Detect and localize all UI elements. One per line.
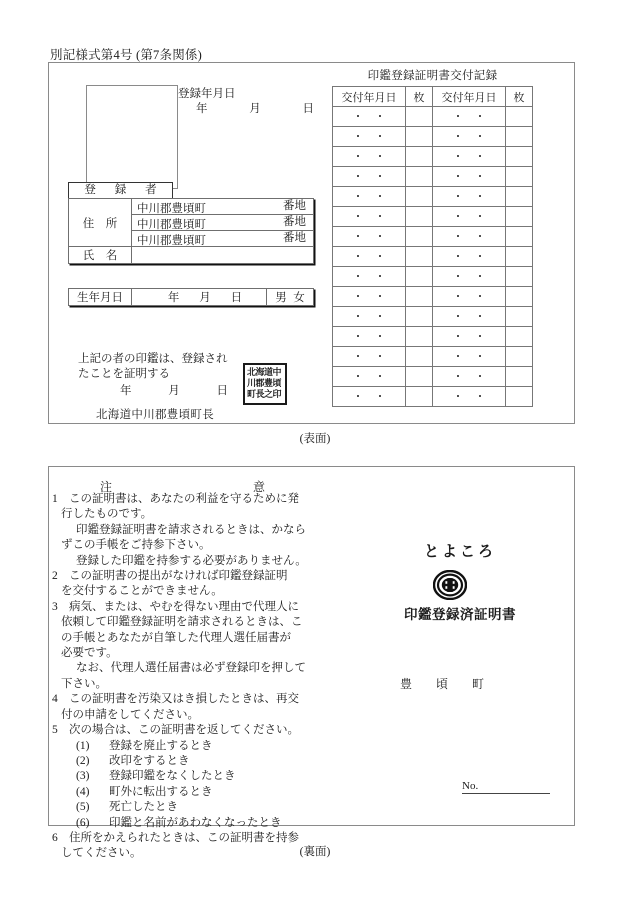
- registration-date-fields: [196, 100, 314, 116]
- notice-item: [52, 692, 327, 707]
- name-label-char-2: 名: [105, 250, 118, 262]
- date-month-label: 月: [249, 103, 261, 115]
- name-label-char-1: 氏: [82, 250, 95, 262]
- dob-value-cell[interactable]: [132, 289, 267, 306]
- notice-list: [52, 492, 327, 862]
- record-count-cell[interactable]: [406, 387, 433, 407]
- record-count-cell[interactable]: [406, 187, 433, 207]
- dob-year-label: 年: [167, 292, 180, 304]
- registrant-tab-char-2: 録: [114, 184, 127, 197]
- mayor-title: 北海道中川郡豊頃町長: [96, 409, 214, 421]
- record-count-cell[interactable]: [406, 347, 433, 367]
- record-date-cell[interactable]: [433, 327, 506, 347]
- table-row: [333, 227, 533, 247]
- notice-item-text: してください。: [61, 847, 142, 860]
- notice-item-text: を交付することができません。: [61, 585, 223, 598]
- date-separator-dots: ・ ・: [452, 230, 486, 243]
- town-name-char-2: 頃: [435, 677, 448, 691]
- address-label-cell: [69, 199, 132, 247]
- table-row: [69, 247, 314, 264]
- date-separator-dots: ・ ・: [452, 330, 486, 343]
- address-town-3: 中川郡豊頃町: [137, 235, 206, 247]
- certification-date-fields: [120, 382, 228, 398]
- date-separator-dots: ・ ・: [452, 210, 486, 223]
- notice-item-text: ずこの手帳をご持参下さい。: [61, 539, 211, 552]
- record-count-cell[interactable]: [506, 227, 533, 247]
- notice-sub-text: 登録を廃止するとき: [109, 739, 213, 752]
- record-count-cell[interactable]: [406, 327, 433, 347]
- notice-item: [52, 492, 327, 507]
- notice-item: [52, 600, 327, 615]
- town-name-char-1: 豊: [400, 677, 413, 691]
- notice-item-number: 6: [52, 831, 58, 844]
- record-date-cell[interactable]: [333, 127, 406, 147]
- record-header-count-1: 枚: [406, 87, 433, 107]
- notice-item-text: 付の申請をしてください。: [61, 708, 199, 721]
- notice-sub-number: (5): [76, 801, 90, 814]
- date-separator-dots: ・ ・: [452, 170, 486, 183]
- notice-item-number: 2: [52, 570, 58, 583]
- record-date-cell[interactable]: [433, 287, 506, 307]
- record-count-cell[interactable]: [406, 247, 433, 267]
- record-count-cell[interactable]: [406, 107, 433, 127]
- notice-sub-text: 町外に転出するとき: [109, 785, 213, 798]
- record-count-cell[interactable]: [506, 367, 533, 387]
- notice-item-text: 登録した印鑑を持参する必要がありません。: [76, 554, 307, 567]
- record-count-cell[interactable]: [406, 287, 433, 307]
- date-separator-dots: ・ ・: [352, 210, 386, 223]
- sex-male-label: 男: [275, 292, 287, 304]
- registrant-table: [68, 198, 314, 264]
- record-count-cell[interactable]: [406, 147, 433, 167]
- date-separator-dots: ・ ・: [452, 290, 486, 303]
- notice-item-text: 次の場合は、この証明書を返してください。: [69, 724, 299, 737]
- notice-item-text: 下さい。: [61, 677, 107, 690]
- toyokoro-town-emblem-icon: [433, 570, 467, 600]
- name-label-cell: [69, 247, 132, 264]
- record-date-cell[interactable]: [433, 307, 506, 327]
- table-row: [333, 187, 533, 207]
- photo-box: [86, 85, 178, 189]
- record-count-cell[interactable]: [406, 367, 433, 387]
- record-date-cell[interactable]: [433, 247, 506, 267]
- date-separator-dots: ・ ・: [352, 270, 386, 283]
- table-row: [333, 107, 533, 127]
- sex-female-label: 女: [293, 292, 305, 304]
- record-count-cell[interactable]: [506, 147, 533, 167]
- address-label-char-1: 住: [82, 217, 95, 230]
- table-row: [333, 127, 533, 147]
- address-town-1: 中川郡豊頃町: [137, 203, 206, 215]
- notice-item-text: 依頼して印鑑登録証明を請求されるときは、こ: [61, 616, 303, 629]
- cert-day-label: 日: [216, 385, 228, 397]
- record-date-cell[interactable]: [433, 227, 506, 247]
- registrant-tab: [68, 182, 173, 199]
- record-date-cell[interactable]: [333, 287, 406, 307]
- notice-item-text: 必要です。: [61, 647, 118, 660]
- record-date-cell[interactable]: [333, 147, 406, 167]
- date-separator-dots: ・ ・: [452, 370, 486, 383]
- record-date-cell[interactable]: [333, 387, 406, 407]
- date-separator-dots: ・ ・: [452, 390, 486, 403]
- date-separator-dots: ・ ・: [452, 150, 486, 163]
- record-date-cell[interactable]: [433, 347, 506, 367]
- notice-sub-item: [52, 739, 327, 754]
- date-separator-dots: ・ ・: [352, 390, 386, 403]
- table-row: [333, 327, 533, 347]
- record-count-cell[interactable]: [506, 287, 533, 307]
- address-town-2: 中川郡豊頃町: [137, 219, 206, 231]
- date-separator-dots: ・ ・: [452, 250, 486, 263]
- record-count-cell[interactable]: [406, 207, 433, 227]
- record-count-cell[interactable]: [506, 327, 533, 347]
- dob-table: [68, 288, 314, 306]
- record-date-cell[interactable]: [333, 107, 406, 127]
- notice-sub-item: [52, 785, 327, 800]
- date-separator-dots: ・ ・: [452, 110, 486, 123]
- notice-item-number: 3: [52, 600, 58, 613]
- date-separator-dots: ・ ・: [452, 350, 486, 363]
- notice-item-number: 1: [52, 493, 58, 505]
- record-count-cell[interactable]: [406, 307, 433, 327]
- date-separator-dots: ・ ・: [352, 170, 386, 183]
- cert-year-label: 年: [120, 385, 132, 397]
- seal-row-2: [246, 379, 284, 390]
- notice-item-text: 行したものです。: [61, 508, 153, 521]
- address-label-char-2: 所: [105, 217, 118, 230]
- address-banchi-1: 番地: [283, 200, 306, 212]
- record-count-cell[interactable]: [506, 107, 533, 127]
- registrant-tab-char-1: 登: [84, 184, 96, 197]
- date-separator-dots: ・ ・: [352, 110, 386, 123]
- record-count-cell[interactable]: [506, 347, 533, 367]
- certification-line-2: たことを証明する: [78, 368, 170, 380]
- record-count-cell[interactable]: [506, 247, 533, 267]
- record-header-date-1: 交付年月日: [333, 87, 406, 107]
- certificate-number-label: No.: [462, 780, 479, 792]
- notice-item-number: 5: [52, 724, 58, 737]
- notice-sub-number: (6): [76, 816, 90, 829]
- table-row: [333, 287, 533, 307]
- date-separator-dots: ・ ・: [352, 290, 386, 303]
- date-separator-dots: ・ ・: [352, 250, 386, 263]
- record-count-cell[interactable]: [506, 187, 533, 207]
- notice-item-text: の手帳とあなたが自筆した代理人選任届書が: [61, 631, 291, 644]
- sex-cell[interactable]: [267, 289, 314, 306]
- date-year-label: 年: [196, 103, 208, 115]
- record-date-cell[interactable]: [433, 367, 506, 387]
- table-row: [333, 267, 533, 287]
- table-row: [333, 167, 533, 187]
- record-header-count-2: 枚: [506, 87, 533, 107]
- name-value-cell[interactable]: [132, 247, 314, 264]
- date-day-label: 日: [302, 103, 314, 115]
- record-date-cell[interactable]: [333, 347, 406, 367]
- table-row: [333, 367, 533, 387]
- notice-item-text: 住所をかえられたときは、この証明書を持参: [69, 831, 299, 844]
- table-row: [333, 207, 533, 227]
- table-row: [333, 387, 533, 407]
- notice-sub-number: (4): [76, 785, 90, 798]
- record-date-cell[interactable]: [433, 267, 506, 287]
- table-row: [69, 199, 314, 215]
- table-row: [69, 289, 314, 306]
- notice-heading-char-1: 注: [100, 480, 113, 494]
- cert-month-label: 月: [168, 385, 180, 397]
- seal-text-1: 北海道中: [247, 367, 282, 378]
- record-date-cell[interactable]: [333, 327, 406, 347]
- table-row: [333, 247, 533, 267]
- table-row: [333, 147, 533, 167]
- notice-sub-number: (3): [76, 770, 90, 783]
- notice-item: [52, 723, 327, 738]
- notice-sub-text: 登録印鑑をなくしたとき: [109, 770, 236, 783]
- record-table-title: 印鑑登録証明書交付記録: [367, 70, 498, 82]
- record-count-cell[interactable]: [406, 227, 433, 247]
- dob-label-cell: 生年月日: [69, 289, 132, 306]
- notice-sub-text: 死亡したとき: [109, 801, 178, 814]
- notice-item-text: 病気、または、やむを得ない理由で代理人に: [69, 600, 299, 613]
- date-separator-dots: ・ ・: [352, 130, 386, 143]
- date-separator-dots: ・ ・: [352, 310, 386, 323]
- record-date-cell[interactable]: [433, 207, 506, 227]
- official-seal-stamp: [243, 363, 287, 405]
- record-date-cell[interactable]: [433, 187, 506, 207]
- date-separator-dots: ・ ・: [452, 270, 486, 283]
- record-header-date-2: 交付年月日: [433, 87, 506, 107]
- notice-sub-number: (2): [76, 754, 90, 767]
- seal-row-3: [246, 390, 284, 401]
- date-separator-dots: ・ ・: [352, 370, 386, 383]
- registrant-tab-char-3: 者: [145, 184, 157, 197]
- record-count-cell[interactable]: [506, 267, 533, 287]
- record-date-cell[interactable]: [333, 307, 406, 327]
- seal-row-1: [246, 368, 284, 379]
- notice-sub-item: [52, 816, 327, 831]
- notice-item-text: この証明書を汚染又はき損したときは、再交: [69, 693, 299, 706]
- front-side-label: (表面): [299, 433, 331, 445]
- record-date-cell[interactable]: [433, 147, 506, 167]
- issuance-record-table: [332, 86, 533, 407]
- certification-line-1: 上記の者の印鑑は、登録され: [78, 353, 228, 365]
- town-name-char-3: 町: [471, 677, 484, 691]
- notice-sub-item: [52, 754, 327, 769]
- back-side-label: (裏面): [299, 846, 331, 858]
- date-separator-dots: ・ ・: [352, 330, 386, 343]
- record-date-cell[interactable]: [333, 267, 406, 287]
- record-date-cell[interactable]: [333, 227, 406, 247]
- record-count-cell[interactable]: [506, 307, 533, 327]
- date-separator-dots: ・ ・: [352, 190, 386, 203]
- town-kana-title: とよころ: [423, 542, 496, 560]
- address-banchi-2: 番地: [283, 216, 306, 228]
- date-separator-dots: ・ ・: [452, 310, 486, 323]
- date-separator-dots: ・ ・: [452, 130, 486, 143]
- record-date-cell[interactable]: [433, 387, 506, 407]
- record-count-cell[interactable]: [406, 267, 433, 287]
- record-date-cell[interactable]: [333, 367, 406, 387]
- table-row: [333, 347, 533, 367]
- notice-sub-number: (1): [76, 739, 90, 752]
- record-date-cell[interactable]: [333, 187, 406, 207]
- record-count-cell[interactable]: [506, 127, 533, 147]
- date-separator-dots: ・ ・: [352, 230, 386, 243]
- record-date-cell[interactable]: [333, 207, 406, 227]
- date-separator-dots: ・ ・: [452, 190, 486, 203]
- dob-month-label: 月: [199, 292, 211, 304]
- record-date-cell[interactable]: [433, 107, 506, 127]
- certificate-title: 印鑑登録済証明書: [404, 607, 516, 623]
- table-row: [333, 307, 533, 327]
- record-count-cell[interactable]: [406, 127, 433, 147]
- certification-text: [78, 352, 228, 382]
- record-count-cell[interactable]: [506, 207, 533, 227]
- notice-sub-text: 印鑑と名前があわなくなったとき: [109, 816, 282, 829]
- notice-sub-text: 改印をするとき: [109, 754, 190, 767]
- notice-item-text: 印鑑登録証明書を請求されるときは、かなら: [76, 523, 306, 536]
- seal-text-3: 町長之印: [247, 389, 282, 400]
- record-count-cell[interactable]: [506, 167, 533, 187]
- seal-text-2: 川郡豊頃: [247, 378, 282, 389]
- record-date-cell[interactable]: [333, 167, 406, 187]
- date-separator-dots: ・ ・: [352, 150, 386, 163]
- address-banchi-3: 番地: [283, 232, 306, 244]
- notice-item-text: この証明書の提出がなければ印鑑登録証明: [69, 570, 288, 583]
- record-date-cell[interactable]: [433, 127, 506, 147]
- certificate-number-field[interactable]: [462, 780, 550, 794]
- date-separator-dots: ・ ・: [352, 350, 386, 363]
- dob-day-label: 日: [230, 292, 243, 304]
- notice-item-number: 4: [52, 693, 58, 706]
- notice-item-text: なお、代理人選任届書は必ず登録印を押して: [76, 662, 306, 675]
- record-count-cell[interactable]: [406, 167, 433, 187]
- address-value-cell-3[interactable]: [132, 231, 314, 247]
- notice-sub-item: [52, 800, 327, 815]
- notice-sub-item: [52, 769, 327, 784]
- record-date-cell[interactable]: [333, 247, 406, 267]
- registration-date-label: 登録年月日: [178, 88, 236, 100]
- notice-item-text: この証明書は、あなたの利益を守るために発: [69, 493, 299, 505]
- form-number: 別記様式第4号 (第7条関係): [50, 48, 202, 62]
- record-date-cell[interactable]: [433, 167, 506, 187]
- notice-heading-char-2: 意: [252, 480, 265, 494]
- notice-item: [52, 569, 327, 584]
- record-header-row: [333, 87, 533, 107]
- town-name: [400, 675, 484, 692]
- record-count-cell[interactable]: [506, 387, 533, 407]
